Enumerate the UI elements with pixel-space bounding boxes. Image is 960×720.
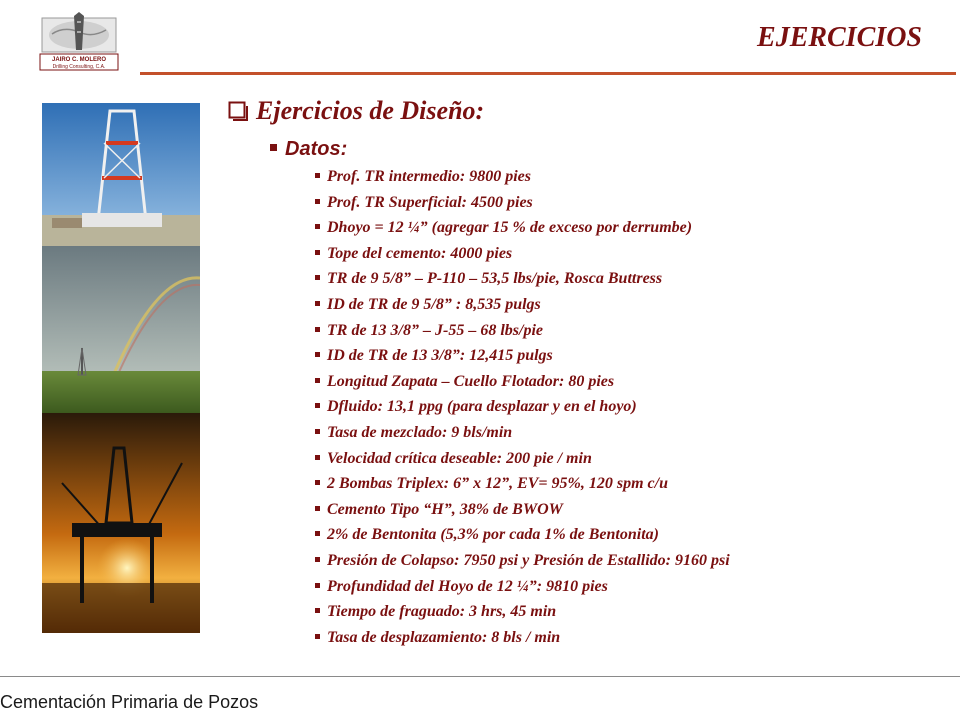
square-bullet-icon bbox=[315, 250, 320, 255]
photo-strip bbox=[42, 103, 200, 633]
page-title: EJERCICIOS bbox=[757, 22, 922, 53]
square-bullet-icon bbox=[315, 455, 320, 460]
list-item bbox=[315, 449, 730, 475]
square-bullet-icon bbox=[315, 531, 320, 536]
square-bullet-icon bbox=[315, 608, 320, 613]
footer-divider bbox=[0, 676, 960, 677]
list-item-text: ID de TR de 9 5/8” : 8,535 pulgs bbox=[327, 295, 541, 313]
list-item bbox=[315, 295, 730, 321]
list-item bbox=[315, 218, 730, 244]
subheading-text: Datos: bbox=[285, 138, 348, 160]
section-heading-text: Ejercicios de Diseño: bbox=[256, 96, 485, 125]
list-item bbox=[315, 500, 730, 526]
square-bullet-icon bbox=[315, 634, 320, 639]
square-bullet-icon bbox=[315, 173, 320, 178]
list-item-text: Dfluido: 13,1 ppg (para desplazar y en el hoyo) bbox=[327, 398, 637, 416]
list-item-text: Tasa de desplazamiento: 8 bls / min bbox=[327, 628, 561, 646]
square-bullet-icon bbox=[315, 557, 320, 562]
square-bullet-icon bbox=[315, 224, 320, 229]
list-item-text: Tope del cemento: 4000 pies bbox=[327, 244, 513, 262]
square-bullet-icon bbox=[315, 275, 320, 280]
list-item-text: Longitud Zapata – Cuello Flotador: 80 pies bbox=[327, 372, 615, 390]
list-item bbox=[315, 577, 730, 603]
square-bullet-icon bbox=[315, 429, 320, 434]
list-item-text: Prof. TR intermedio: 9800 pies bbox=[327, 168, 531, 185]
list-item-text: Profundidad del Hoyo de 12 ¼”: 9810 pies bbox=[327, 577, 608, 595]
list-item-text: Tasa de mezclado: 9 bls/min bbox=[327, 423, 513, 441]
square-bullet-icon bbox=[315, 352, 320, 357]
list-item bbox=[315, 628, 730, 654]
list-item bbox=[315, 397, 730, 423]
company-logo bbox=[34, 12, 124, 72]
square-bullet-icon bbox=[315, 403, 320, 408]
checkbox-bullet-icon bbox=[228, 101, 248, 121]
list-item bbox=[315, 321, 730, 347]
list-item-text: Presión de Colapso: 7950 psi y Presión de Estallido: 9160 psi bbox=[327, 551, 730, 569]
square-bullet-icon bbox=[315, 506, 320, 511]
list-item-text: Velocidad crítica deseable: 200 pie / min bbox=[327, 449, 592, 467]
square-bullet-icon bbox=[315, 199, 320, 204]
list-item-text: 2% de Bentonita (5,3% por cada 1% de Bentonita) bbox=[327, 526, 659, 544]
list-item-text: Dhoyo = 12 ¼” (agregar 15 % de exceso por derrumbe) bbox=[327, 219, 693, 237]
list-item-text: ID de TR de 13 3/8”: 12,415 pulgs bbox=[327, 347, 553, 365]
list-item-text: TR de 13 3/8” – J-55 – 68 lbs/pie bbox=[327, 321, 543, 339]
list-item bbox=[315, 423, 730, 449]
list-item bbox=[315, 551, 730, 577]
square-bullet-icon bbox=[315, 583, 320, 588]
square-bullet-icon bbox=[270, 144, 277, 151]
footer-text: Cementación Primaria de Pozos bbox=[0, 692, 259, 712]
logo-name: JAIRO C. MOLERO bbox=[51, 57, 107, 63]
list-item-text: TR de 9 5/8” – P-110 – 53,5 lbs/pie, Rosca Buttress bbox=[327, 270, 663, 288]
square-bullet-icon bbox=[315, 327, 320, 332]
section-heading bbox=[228, 96, 484, 126]
list-item-text: Cemento Tipo “H”, 38% de BWOW bbox=[327, 500, 563, 518]
list-item bbox=[315, 474, 730, 500]
list-item bbox=[315, 269, 730, 295]
list-item bbox=[315, 602, 730, 628]
list-item-text: Prof. TR Superficial: 4500 pies bbox=[327, 193, 533, 211]
square-bullet-icon bbox=[315, 301, 320, 306]
list-item bbox=[315, 372, 730, 398]
rainbow-field-photo bbox=[42, 246, 200, 413]
square-bullet-icon bbox=[315, 480, 320, 485]
list-item bbox=[315, 525, 730, 551]
logo-subtitle: Drilling Consulting, C.A. bbox=[52, 64, 106, 70]
list-item-text: Tiempo de fraguado: 3 hrs, 45 min bbox=[327, 603, 557, 621]
square-bullet-icon bbox=[315, 378, 320, 383]
header-divider bbox=[140, 72, 956, 75]
offshore-rig-photo bbox=[42, 413, 200, 633]
list-item bbox=[315, 167, 730, 193]
drilling-rig-photo bbox=[42, 103, 200, 246]
data-list bbox=[315, 167, 730, 653]
list-item-text: 2 Bombas Triplex: 6” x 12”, EV= 95%, 120 spm c/u bbox=[327, 475, 668, 493]
list-item bbox=[315, 346, 730, 372]
list-item bbox=[315, 244, 730, 270]
list-item bbox=[315, 193, 730, 219]
subheading bbox=[270, 138, 347, 161]
